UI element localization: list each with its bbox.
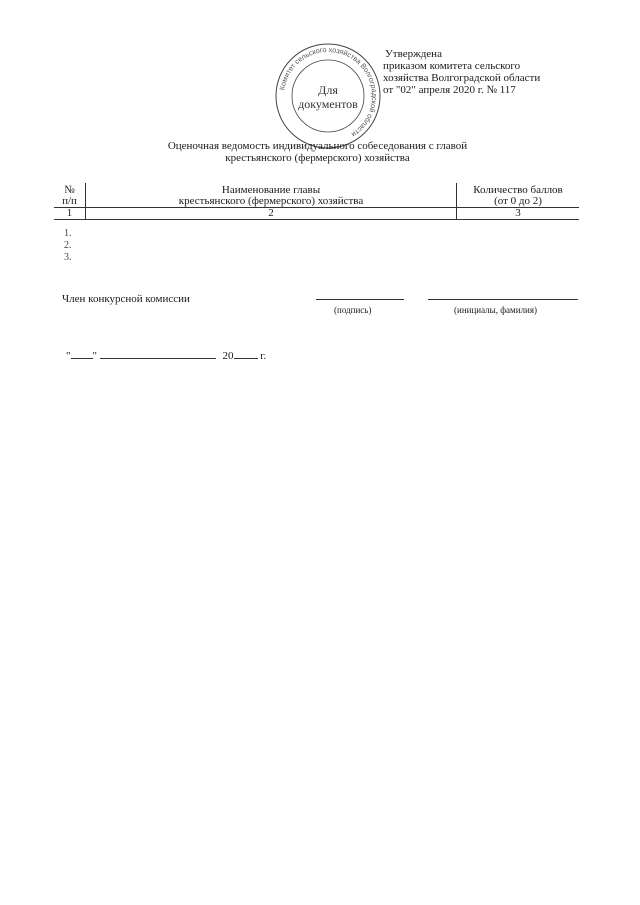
round-stamp: [272, 40, 384, 152]
header-score: [457, 183, 580, 208]
signature-line: [316, 299, 404, 300]
approval-line-4: от "02" апреля 2020 г. № 117: [383, 84, 516, 96]
name-line: [428, 299, 578, 300]
header-number: [54, 183, 86, 208]
column-number-2: 2: [86, 208, 457, 220]
year-blank: [234, 348, 258, 359]
column-number-3: 3: [457, 208, 580, 220]
stamp-ring-text: Комитет сельского хозяйства Волгоградской области: [277, 44, 380, 140]
commission-member-label: Член конкурсной комиссии: [62, 293, 190, 305]
stamp-center-text-2: документов: [298, 97, 358, 111]
header-score-line-1: Количество баллов: [473, 184, 563, 196]
header-name: [86, 183, 457, 208]
table-row: 2.: [64, 240, 72, 251]
signature-caption: (подпись): [334, 305, 372, 315]
header-score-line-2: (от 0 до 2): [494, 195, 542, 207]
column-number-1: 1: [54, 208, 86, 220]
score-table: [54, 183, 579, 220]
approval-line-1: Утверждена: [385, 48, 442, 60]
document-title: [140, 140, 495, 164]
date-close-quote: ": [92, 350, 97, 362]
name-caption: (инициалы, фамилия): [454, 305, 537, 315]
table-row: 3.: [64, 252, 72, 263]
header-number-line-2: п/п: [62, 195, 77, 207]
table-column-numbers-row: [54, 208, 579, 220]
title-line-1: Оценочная ведомость индивидуального собеседования с главой: [167, 140, 468, 152]
day-blank: [71, 348, 93, 359]
header-number-line-1: №: [64, 184, 75, 196]
date-open-quote: ": [66, 350, 71, 362]
date-year-suffix: г.: [260, 350, 267, 362]
table-header-row: [54, 183, 579, 208]
date-line: [66, 348, 266, 362]
header-name-line-2: крестьянского (фермерского) хозяйства: [178, 195, 364, 207]
approval-line-2: приказом комитета сельского: [383, 60, 521, 72]
table-row: 1.: [64, 228, 72, 239]
approval-line-3: хозяйства Волгоградской области: [383, 72, 541, 84]
approval-block: [383, 48, 540, 96]
stamp-center-text-1: Для: [318, 83, 338, 97]
month-blank: [100, 348, 216, 359]
date-year-prefix: 20: [222, 350, 234, 362]
header-name-line-1: Наименование главы: [221, 184, 321, 196]
table-rows: [64, 228, 72, 264]
title-line-2: крестьянского (фермерского) хозяйства: [225, 152, 410, 164]
